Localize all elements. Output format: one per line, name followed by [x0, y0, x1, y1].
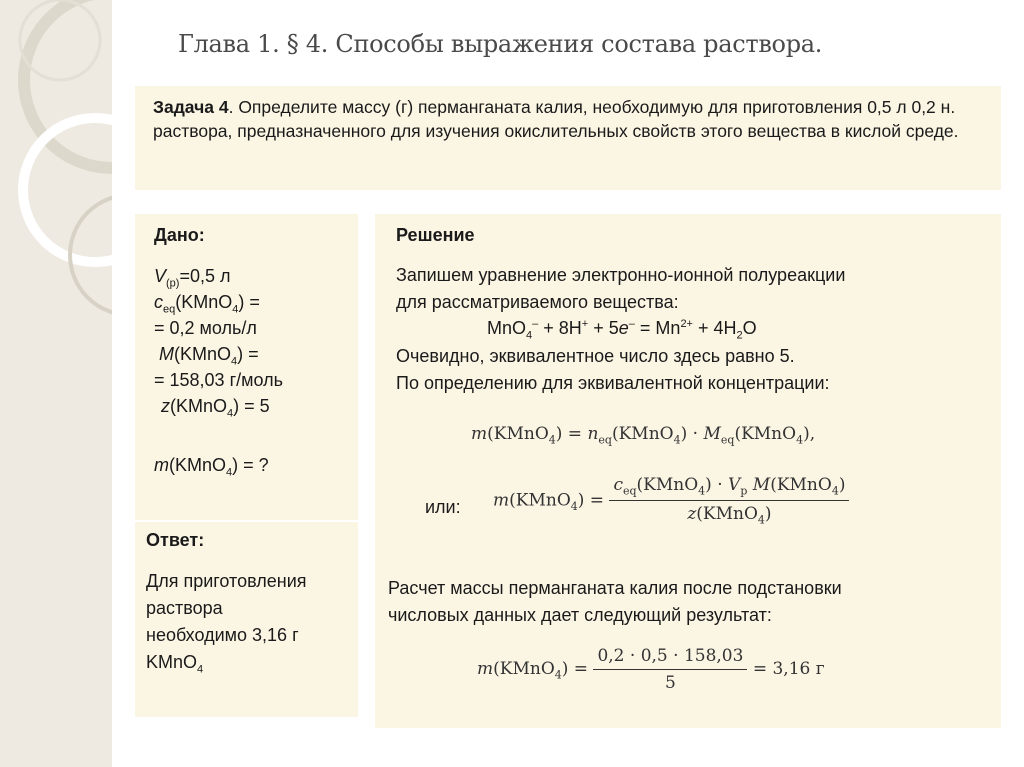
solution-line-4: По определению для эквивалентной концентрации:: [396, 373, 830, 393]
given-find: m(KMnO$_4$) = ?: [154, 455, 269, 479]
given-header: Дано:: [154, 225, 205, 245]
or-label: или:: [425, 497, 461, 517]
given-ceq: $c_{eq}(KMnO_4)$ =: [154, 292, 260, 316]
answer-line-2: раствора: [146, 598, 223, 618]
task-box: [135, 86, 1001, 190]
solution-line-6: числовых данных дает следующий результат:: [388, 605, 772, 625]
answer-box: [135, 522, 358, 717]
given-box: [135, 214, 358, 520]
given-molar-mass: M(KMnO$_4$) =: [159, 344, 259, 368]
decorative-rings: [0, 0, 112, 767]
given-volume: $V_{(р)}=0,5$ л: [154, 266, 231, 290]
given-z: z(KMnO$_4$) = 5: [161, 396, 270, 420]
solution-line-1: Запишем уравнение электронно-ионной полуреакции: [396, 265, 846, 285]
page-title: Глава 1. § 4. Способы выражения состава раствора.: [178, 30, 823, 58]
half-reaction-equation: $MnO_4^- + 8H^+ + 5e^- = Mn^{2+} + 4H_2O$: [487, 318, 757, 342]
answer-line-1: Для приготовления: [146, 571, 307, 591]
solution-line-2: для рассматриваемого вещества:: [396, 292, 679, 312]
formula-result: m(KMnO$_4$) = $\frac{0,2 \cdot 0,5 \cdot 158,03}{5}$ = 3,16 г: [477, 646, 825, 693]
formula-mass-equivalent: m(KMnO$_4$) = $n_{eq}(KMnO_4)$ · $M_{eq}(KMnO_4)$,: [471, 424, 816, 447]
task-label: Задача 4: [153, 97, 229, 117]
task-text: [153, 95, 973, 143]
task-body: . Определите массу (г) перманганата калия, необходимую для приготовления 0,5 л 0,2 н. раствора, предназначенного для изучения окислительных свойств этого вещества в кислой среде.: [153, 97, 959, 141]
answer-line-3: необходимо 3,16 г: [146, 625, 299, 645]
result-fraction: $\frac{0,2 \cdot 0,5 \cdot 158,03}{5}$: [593, 646, 747, 693]
solution-line-3: Очевидно, эквивалентное число здесь равно 5.: [396, 346, 795, 366]
given-ceq-value: = 0,2 моль/л: [154, 318, 257, 338]
formula-fraction: $\frac{c_{eq}(KMnO_4) \cdot V_р M(KMnO_4)}{z(KMnO_4)}$: [609, 475, 849, 527]
answer-header: Ответ:: [146, 530, 205, 550]
solution-line-5: Расчет массы перманганата калия после подстановки: [388, 578, 842, 598]
solution-header: Решение: [396, 225, 475, 245]
formula-mass-fraction: m(KMnO$_4$) = $\frac{c_{eq}(KMnO_4) \cdot V_р M(KMnO_4)}{z(KMnO_4)}$: [493, 475, 849, 527]
answer-formula: KMnO$_4$: [146, 652, 204, 676]
given-molar-mass-value: = 158,03 г/моль: [154, 370, 284, 390]
solution-box: [375, 214, 1001, 728]
